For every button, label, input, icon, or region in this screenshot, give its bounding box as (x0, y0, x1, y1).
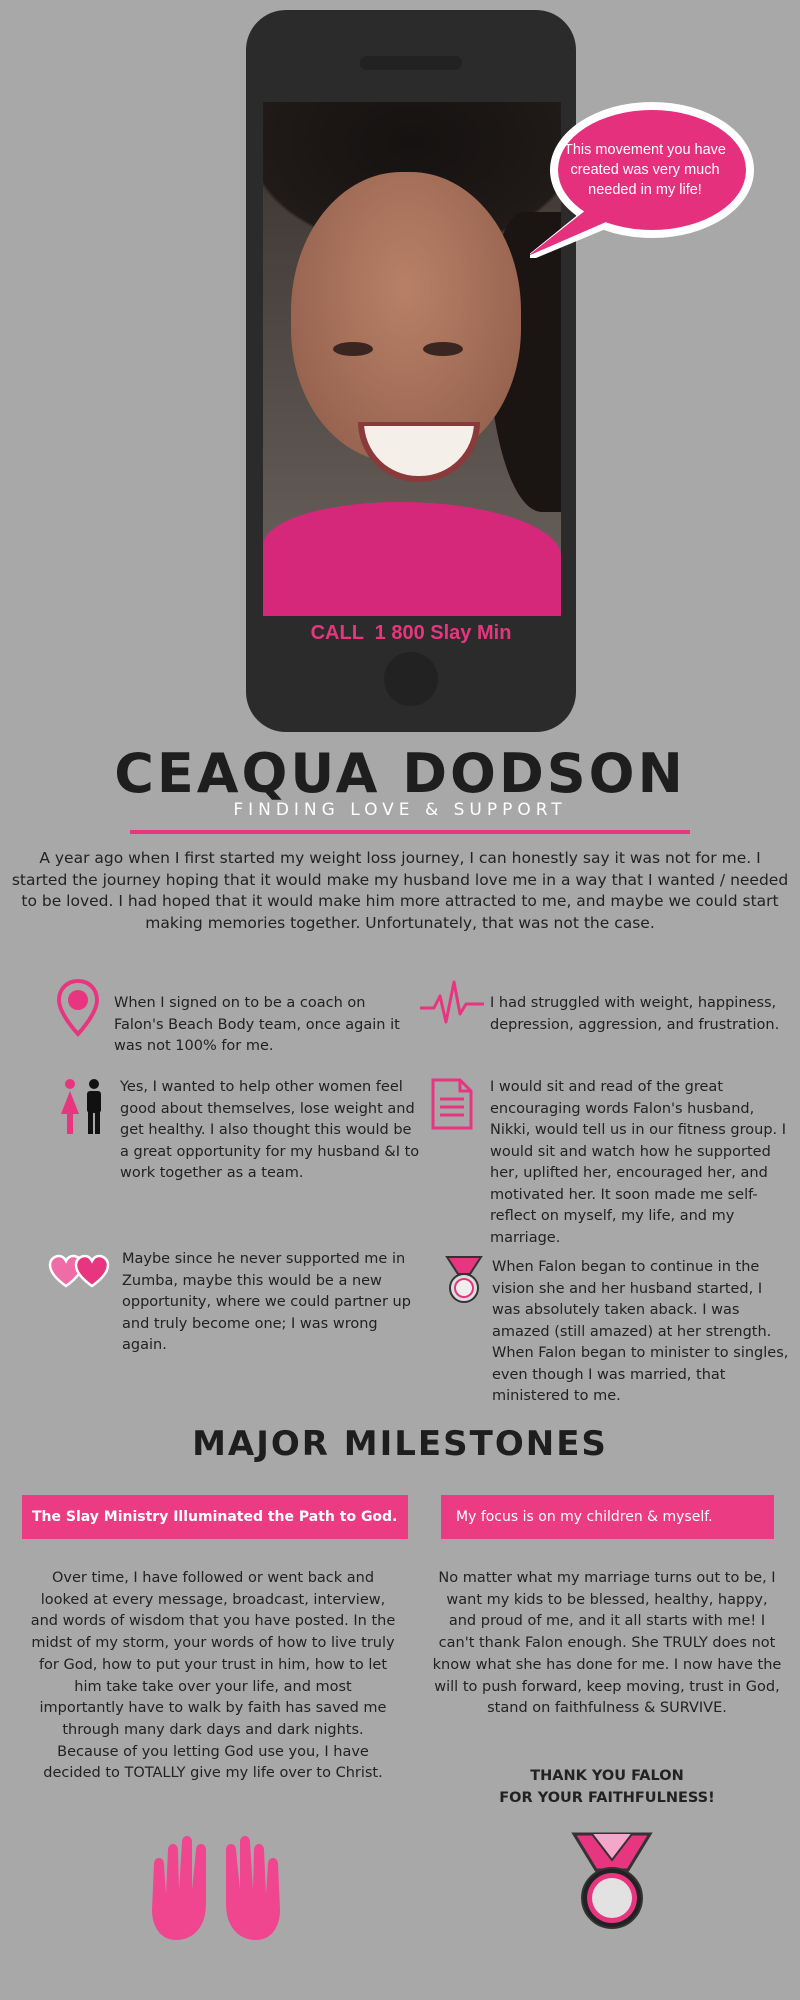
hearts-icon (48, 1254, 112, 1290)
intro-paragraph: A year ago when I first started my weight loss journey, I can honestly say it was not for me. I started the journey hoping that it would make my husband love me in a way that I wanted / needed to be loved. I had hoped that it would make him more attracted to me, and maybe we could start making memories together. Unfortunately, that was not the case. (11, 849, 789, 932)
call-text: CALL 1 800 Slay Min (310, 622, 512, 644)
milestones-title: MAJOR MILESTONES (192, 1424, 608, 1464)
page-subtitle: FINDING LOVE & SUPPORT (233, 800, 567, 820)
document-icon (430, 1077, 474, 1131)
location-pin-icon (56, 978, 100, 1038)
medal-icon (444, 1254, 484, 1306)
page-title: CEAQUA DODSON (114, 742, 686, 805)
phone-home-button (384, 652, 438, 706)
open-hands-icon (146, 1834, 286, 1944)
phone-screen-photo (263, 102, 561, 616)
bubble-quote: This movement you have created was very much needed in my life! (564, 142, 726, 198)
phone-speaker (360, 56, 462, 70)
medal-award-icon (570, 1830, 654, 1934)
thanks-line-2: FOR YOUR FAITHFULNESS! (499, 1789, 715, 1806)
thanks-line-1: THANK YOU FALON (530, 1768, 684, 1784)
milestone-label-right: My focus is on my children & myself. (441, 1495, 774, 1539)
heartbeat-icon (418, 978, 486, 1028)
list-item: I would sit and read of the great encouraging words Falon's husband, Nikki, would tell us in our fitness group. I would sit and watch how he supported her, uplifted her, encouraged her, and motivated her. It soon made me self-reflect on myself, my life, and my marriage. (490, 1079, 787, 1246)
couple-icon (58, 1078, 108, 1136)
list-item: I had struggled with weight, happiness, depression, aggression, and frustration. (490, 995, 780, 1033)
milestone-label-left: The Slay Ministry Illuminated the Path to God. (22, 1495, 408, 1539)
milestone-text-left: Over time, I have followed or went back and looked at every message, broadcast, interview, and words of wisdom that you have posted. In the midst of my storm, your words of how to live truly for God, how to put your trust in him, how to let him take take over your life, and most importantly have to walk by faith has saved me through many dark days and dark nights. Because of you letting God use you, I have decided to TOTALLY give my life over to Christ. (30, 1570, 396, 1782)
title-divider (130, 830, 690, 834)
milestone-text-right: No matter what my marriage turns out to be, I want my kids to be blessed, healthy, happy, and proud of me, and it all starts with me! I can't thank Falon enough. She TRULY does not know what she has done for me. I now have the will to push forward, keep moving, trust in God, stand on faithfulness & SURVIVE. (432, 1570, 782, 1717)
list-item: Maybe since he never supported me in Zumba, maybe this would be a new opportunity, where we could partner up and truly become one; I was wrong again. (122, 1251, 411, 1353)
list-item: Yes, I wanted to help other women feel good about themselves, lose weight and get healthy. I also thought this would be a great opportunity for my husband &I to work together as a team. (120, 1079, 420, 1181)
list-item: When I signed on to be a coach on Falon's Beach Body team, once again it was not 100% for me. (114, 995, 400, 1054)
list-item: When Falon began to continue in the vision she and her husband started, I was absolutely taken aback. I was amazed (still amazed) at her strength. When Falon began to minister to singles, even though I was married, that ministered to me. (492, 1259, 789, 1404)
